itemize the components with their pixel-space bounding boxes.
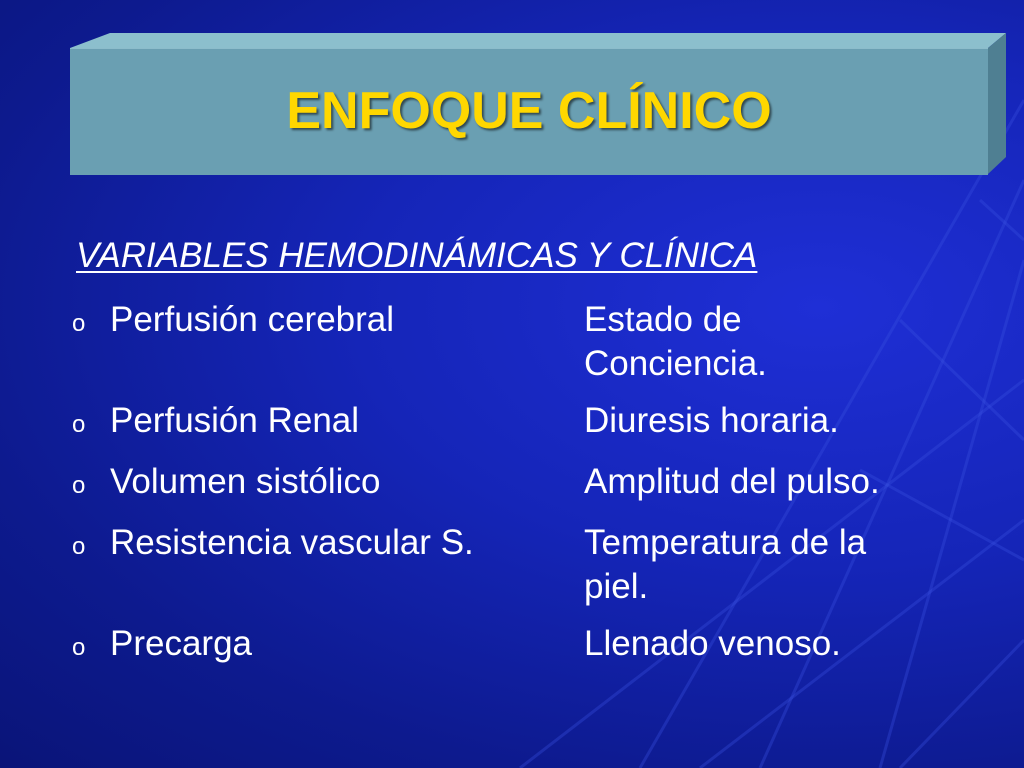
clinical-sign-line: Llenado venoso. [584,624,841,663]
clinical-sign-line: piel. [584,567,649,606]
variable-label: Perfusión cerebral [110,300,395,339]
clinical-sign [584,622,984,670]
bullet-icon: o [72,310,86,337]
clinical-sign [584,460,984,508]
variable-label: Perfusión Renal [110,401,360,440]
slide-title: ENFOQUE CLÍNICO [286,82,772,140]
bullet-icon: o [72,634,86,661]
list-item [72,521,1012,609]
clinical-sign-line: Conciencia. [584,344,767,383]
clinical-sign [584,399,984,447]
variables-list [72,298,1012,683]
clinical-sign-line: Amplitud del pulso. [584,462,880,501]
list-item [72,622,1012,670]
clinical-sign-line: Temperatura de la [584,523,867,562]
title-box-top-face [70,33,1006,49]
list-item [72,399,1012,447]
list-item [72,298,1012,386]
variable-label: Resistencia vascular S. [110,523,474,562]
clinical-sign [584,521,984,609]
list-item [72,460,1012,508]
clinical-sign-line: Diuresis horaria. [584,401,839,440]
clinical-sign [584,298,984,386]
clinical-sign-line: Estado de [584,300,742,339]
variable-label: Precarga [110,624,253,663]
title-box-side-face [988,33,1006,175]
bullet-icon: o [72,411,86,438]
slide-subtitle: VARIABLES HEMODINÁMICAS Y CLÍNICA [76,236,758,275]
bullet-icon: o [72,533,86,560]
variable-label: Volumen sistólico [110,462,381,501]
bullet-icon: o [72,472,86,499]
